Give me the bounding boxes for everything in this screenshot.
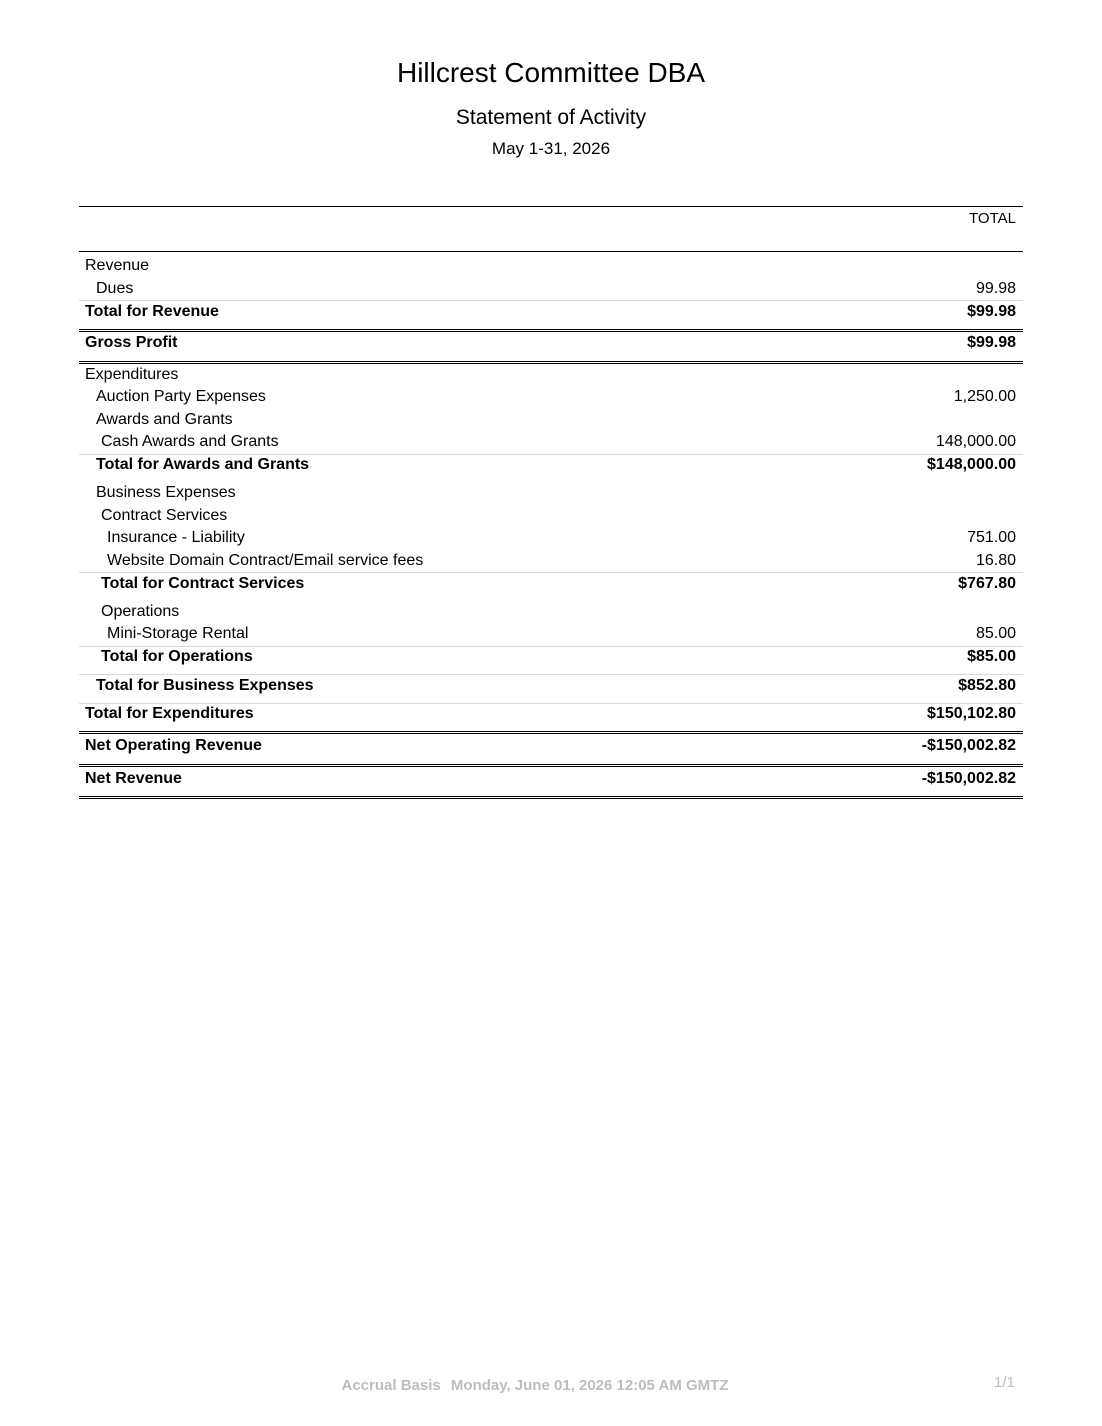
row-storage — [79, 623, 1023, 646]
page-number: 1/1 — [994, 1374, 1015, 1391]
row-label: Website Domain Contract/Email service fees — [107, 551, 424, 569]
row-total-awards — [79, 454, 1023, 477]
row-label: Gross Profit — [85, 334, 178, 351]
row-amount: 99.98 — [975, 279, 1016, 297]
row-label: Awards and Grants — [96, 410, 233, 428]
section-operations — [79, 601, 1023, 624]
row-label: Net Revenue — [85, 770, 182, 787]
row-label: Expenditures — [85, 365, 179, 383]
row-amount: $85.00 — [967, 648, 1016, 666]
row-amount: 16.80 — [975, 551, 1016, 569]
row-total-expenditures — [79, 703, 1023, 726]
row-label: Total for Revenue — [85, 302, 219, 320]
column-header-total: TOTAL — [969, 210, 1016, 227]
row-auction-party — [79, 386, 1023, 409]
row-amount: 751.00 — [967, 529, 1016, 547]
row-label: Total for Awards and Grants — [96, 456, 310, 474]
row-cash-awards — [79, 431, 1023, 454]
row-label: Mini-Storage Rental — [107, 625, 249, 643]
row-amount: $99.98 — [967, 302, 1016, 320]
statement-table — [79, 206, 1023, 799]
divider — [79, 796, 1023, 799]
report-footer — [0, 1377, 1070, 1394]
section-business — [79, 482, 1023, 505]
row-amount: $99.98 — [967, 334, 1016, 351]
row-amount: -$150,002.82 — [921, 770, 1016, 787]
row-amount: $852.80 — [958, 676, 1016, 694]
company-name: Hillcrest Committee DBA — [396, 57, 706, 88]
section-contract — [79, 505, 1023, 528]
report-timestamp: Monday, June 01, 2026 12:05 AM GMTZ — [450, 1377, 729, 1394]
row-amount: 148,000.00 — [935, 433, 1016, 451]
row-label: Cash Awards and Grants — [101, 433, 279, 451]
section-revenue — [79, 255, 1023, 278]
row-net-operating — [79, 731, 1023, 758]
row-label: Total for Contract Services — [101, 574, 305, 592]
row-label: Revenue — [85, 257, 150, 275]
row-label: Total for Operations — [101, 648, 253, 666]
row-net-revenue — [79, 764, 1023, 791]
row-total-operations — [79, 646, 1023, 669]
row-label: Insurance - Liability — [107, 529, 245, 547]
row-label: Total for Business Expenses — [96, 676, 314, 694]
row-insurance — [79, 527, 1023, 550]
report-period: May 1-31, 2026 — [491, 139, 611, 158]
row-amount: 1,250.00 — [953, 388, 1016, 406]
section-awards — [79, 409, 1023, 432]
report-title: Statement of Activity — [455, 106, 647, 129]
row-label: Auction Party Expenses — [96, 388, 266, 406]
row-label: Net Operating Revenue — [85, 737, 262, 754]
row-total-revenue — [79, 300, 1023, 323]
row-gross-profit — [79, 329, 1023, 355]
row-amount: 85.00 — [975, 625, 1016, 643]
row-amount: $767.80 — [958, 574, 1016, 592]
section-expenditures — [79, 364, 1023, 387]
row-label: Total for Expenditures — [85, 705, 254, 723]
row-label: Operations — [101, 602, 180, 620]
row-amount: $148,000.00 — [927, 456, 1016, 474]
row-label: Business Expenses — [96, 484, 236, 502]
row-dues — [79, 278, 1023, 301]
row-amount: -$150,002.82 — [921, 737, 1016, 754]
row-amount: $150,102.80 — [927, 705, 1016, 723]
row-label: Contract Services — [101, 506, 228, 524]
table-header — [79, 206, 1023, 252]
row-website — [79, 550, 1023, 573]
accounting-basis: Accrual Basis — [341, 1377, 441, 1394]
row-total-contract — [79, 572, 1023, 595]
row-label: Dues — [96, 279, 134, 297]
row-total-business — [79, 674, 1023, 697]
